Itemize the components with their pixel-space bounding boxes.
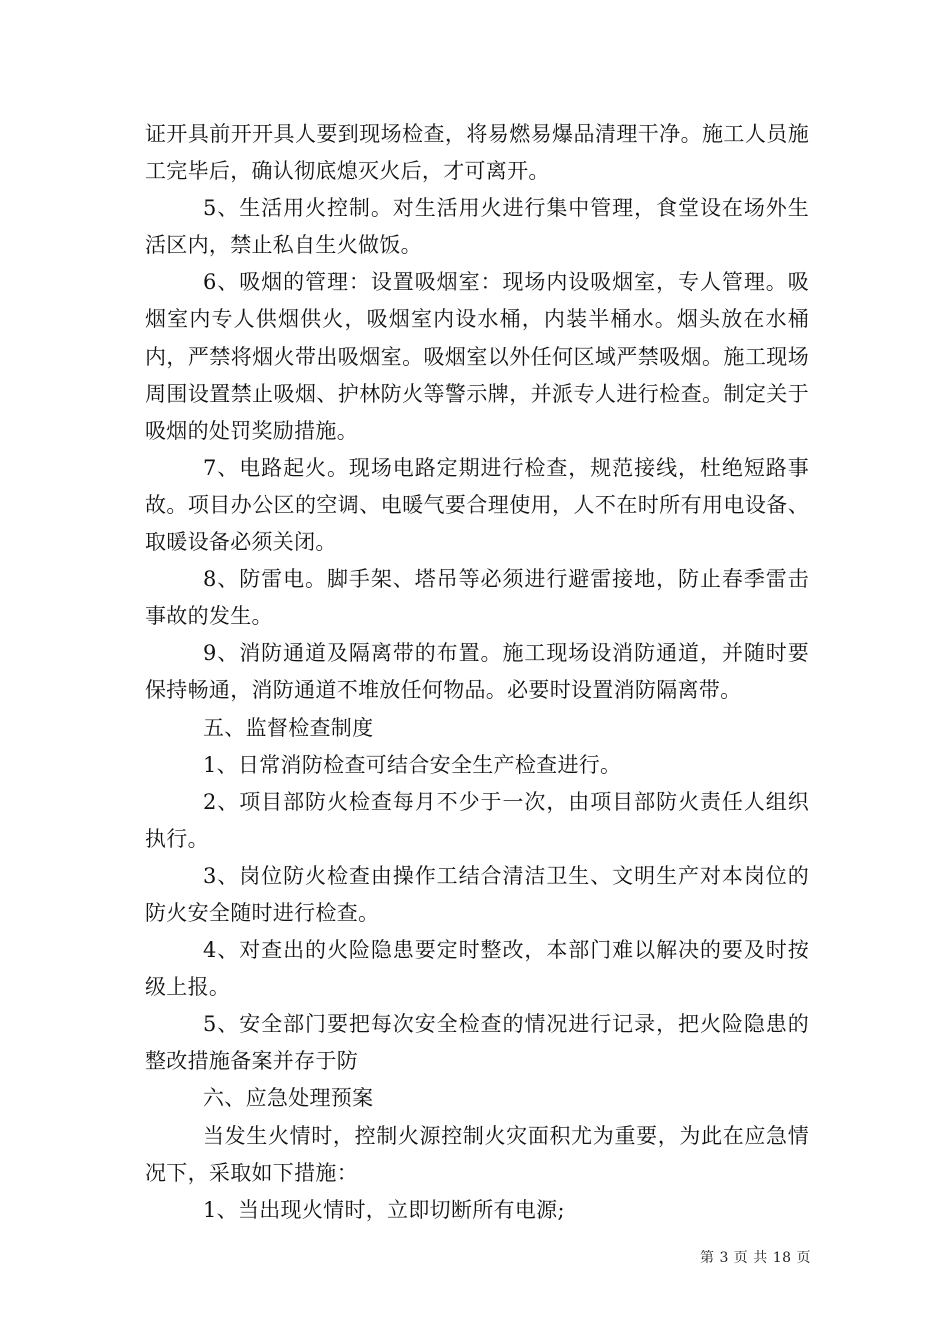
paragraph-10: 4、对查出的火险隐患要定时整改，本部门难以解决的要及时按级上报。 <box>145 938 809 1000</box>
paragraph-9: 3、岗位防火检查由操作工结合清洁卫生、文明生产对本岗位的防火安全随时进行检查。 <box>145 863 809 925</box>
paragraph-4: 7、电路起火。现场电路定期进行检查，规范接线，杜绝短路事故。项目办公区的空调、电暖气要合理使用，人不在时所有用电设备、取暖设备必须关闭。 <box>145 455 809 555</box>
document-body <box>145 116 809 1229</box>
paragraph-13: 1、当出现火情时，立即切断所有电源; <box>203 1197 565 1222</box>
section-heading-6: 六、应急处理预案 <box>203 1086 374 1111</box>
section-heading-5: 五、监督检查制度 <box>203 715 374 740</box>
page-number: 第 3 页 共 18 页 <box>700 1250 811 1266</box>
paragraph-3: 6、吸烟的管理：设置吸烟室：现场内设吸烟室，专人管理。吸烟室内专人供烟供火，吸烟室内设水桶，内装半桶水。烟头放在水桶内，严禁将烟火带出吸烟室。吸烟室以外任何区域严禁吸烟。施工现场周围设置禁止吸烟、护林防火等警示牌，并派专人进行检查。制定关于吸烟的处罚奖励措施。 <box>145 270 809 443</box>
paragraph-8: 2、项目部防火检查每月不少于一次，由项目部防火责任人组织执行。 <box>145 789 809 851</box>
paragraph-2: 5、生活用火控制。对生活用火进行集中管理，食堂设在场外生活区内，禁止私自生火做饭。 <box>145 196 809 258</box>
paragraph-12: 当发生火情时，控制火源控制火灾面积尤为重要，为此在应急情况下，采取如下措施： <box>145 1123 809 1185</box>
paragraph-11: 5、安全部门要把每次安全检查的情况进行记录，把火险隐患的整改措施备案并存于防 <box>145 1012 809 1074</box>
paragraph-5: 8、防雷电。脚手架、塔吊等必须进行避雷接地，防止春季雷击事故的发生。 <box>145 567 809 629</box>
paragraph-7: 1、日常消防检查可结合安全生产检查进行。 <box>203 752 622 777</box>
paragraph-1: 证开具前开开具人要到现场检查，将易燃易爆品清理干净。施工人员施工完毕后，确认彻底熄灭火后，才可离开。 <box>145 122 809 184</box>
paragraph-6: 9、消防通道及隔离带的布置。施工现场设消防通道，并随时要保持畅通，消防通道不堆放任何物品。必要时设置消防隔离带。 <box>145 641 809 703</box>
